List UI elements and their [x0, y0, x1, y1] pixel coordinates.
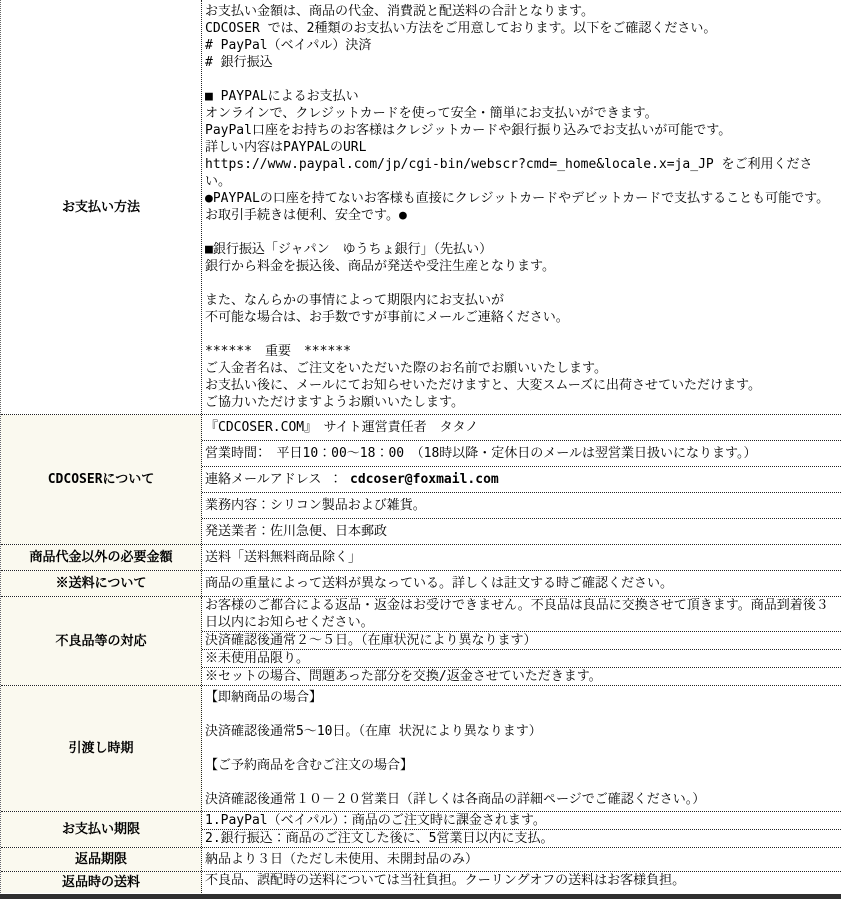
text-line: 【ご予約商品を含むご注文の場合】 [205, 758, 414, 773]
text-line [205, 71, 838, 88]
section-about-cdcoser [1, 414, 841, 544]
section-header-defective-items: 不良品等の対応 [1, 597, 202, 685]
text-line: ****** 重要 ****** [205, 344, 351, 359]
text-line: 1.PayPal（ベイパル）：商品のご注文時に課金されます。 [205, 813, 546, 828]
policy-subrow [202, 0, 841, 414]
text-segment: 連絡メールアドレス ： [205, 472, 351, 487]
text-line [205, 326, 838, 343]
policy-subrow [202, 492, 841, 518]
text-line: ■ PAYPALによるお支払い [205, 89, 359, 104]
text-line: ご協力いただけますようお願いいたします。 [205, 395, 464, 410]
section-return-deadline [1, 847, 841, 871]
text-line: PayPal口座をお持ちのお客様はクレジットカードや銀行振り込みでお支払いが可能です。 [205, 123, 732, 138]
text-line: 商品の重量によって送料が異なっている。詳しくは註文する時ご確認ください。 [205, 576, 674, 591]
text-line: ※セットの場合、問題あった部分を交換/返金させていただきます。 [205, 669, 602, 684]
text-line: また、なんらかの事情によって期限内にお支払いが [205, 293, 505, 308]
section-content-about-shipping [202, 571, 841, 596]
section-header-payment-deadline: お支払い期限 [1, 812, 202, 847]
text-line: https://www.paypal.com/jp/cgi-bin/webscr?cmd=_home&locale.x=ja_JP をご利用ください。 [205, 157, 813, 189]
policy-subrow [202, 649, 841, 667]
policy-subrow [202, 545, 841, 570]
text-line: 詳しい内容はPAYPALのURL [205, 140, 367, 155]
policy-subrow [202, 667, 841, 685]
text-line: 『CDCOSER.COM』 サイト運営責任者 タタノ [205, 420, 479, 435]
policy-subrow [202, 812, 841, 829]
text-line: 決済確認後通常１０－２０営業日（詳しくは各商品の詳細ページでご確認ください。） [205, 792, 706, 807]
section-extra-charges [1, 544, 841, 570]
text-line: ■銀行振込「ジャパン ゆうちょ銀行」（先払い） [205, 242, 493, 257]
section-return-shipping-cost [1, 871, 841, 893]
section-header-about-cdcoser: CDCOSERについて [1, 415, 202, 544]
text-line: 不可能な場合は、お手数ですが事前にメールご連絡ください。 [205, 310, 569, 325]
text-line: # 銀行振込 [205, 55, 273, 70]
text-line: 2.銀行振込：商品のご注文した後に、5営業日以内に支払。 [205, 831, 554, 846]
section-content-payment-deadline [202, 812, 841, 847]
text-line: 営業時間： 平日10：00～18：00 （18時以降・定休日のメールは翌営業日扱いになります。） [205, 446, 757, 461]
section-content-return-shipping-cost [202, 872, 841, 893]
text-line: 銀行から料金を振込後、商品が発送や受注生産となります。 [205, 259, 555, 274]
section-payment-method [1, 0, 841, 414]
section-about-shipping [1, 570, 841, 596]
section-content-about-cdcoser [202, 415, 841, 544]
policy-subrow [202, 415, 841, 440]
text-line [205, 224, 838, 241]
text-line: # PayPal（ベイパル）決済 [205, 38, 372, 53]
text-line: お支払い金額は、商品の代金、消費説と配送料の合計となります。 [205, 4, 594, 19]
text-line: ●PAYPALの口座を持てないお客様も直接にクレジットカードやデビットカードで支払することも可能です。 [205, 191, 830, 206]
policy-subrow [202, 597, 841, 631]
text-line: お客様のご都合による返品・返金はお受けできません。不良品は良品に交換させて頂きます。商品到着後３日以内にお知らせください。 [205, 598, 829, 630]
section-header-extra-charges: 商品代金以外の必要金額 [1, 545, 202, 570]
text-line: オンラインで、クレジットカードを使って安全・簡単にお支払いができます。 [205, 106, 658, 121]
text-line: 決済確認後通常２～５日。（在庫状況により異なります） [205, 633, 537, 648]
section-header-about-shipping: ※送料について [1, 571, 202, 596]
text-line [205, 275, 838, 292]
section-header-delivery-time: 引渡し時期 [1, 686, 202, 811]
section-header-return-shipping-cost: 返品時の送料 [1, 872, 202, 893]
policy-subrow [202, 518, 841, 544]
text-line: 納品より３日（ただし未使用、未開封品のみ） [205, 852, 479, 867]
text-line: 【即納商品の場合】 [205, 690, 323, 705]
text-line: 発送業者：佐川急便、日本郵政 [205, 524, 388, 539]
contact-email: cdcoser@foxmail.com [350, 472, 499, 487]
policy-subrow [202, 829, 841, 847]
text-line: ※未使用品限り。 [205, 651, 310, 666]
text-line: 決済確認後通常5～10日。（在庫 状況により異なります） [205, 724, 542, 739]
section-header-payment-method: お支払い方法 [1, 0, 202, 414]
section-delivery-time [1, 685, 841, 811]
policy-subrow [202, 631, 841, 649]
section-content-delivery-time [202, 686, 841, 811]
section-defective-items [1, 596, 841, 685]
text-line: 不良品、誤配時の送料については当社負担。クーリングオフの送料はお客様負担。 [205, 873, 686, 888]
text-line: 送料「送料無料商品除く」 [205, 550, 362, 565]
section-payment-deadline [1, 811, 841, 847]
section-content-payment-method [202, 0, 841, 414]
policy-subrow [202, 466, 841, 492]
text-line [205, 740, 838, 757]
text-line [205, 774, 838, 791]
policy-subrow [202, 686, 841, 811]
policy-subrow [202, 872, 841, 889]
section-content-defective-items [202, 597, 841, 685]
text-line: お支払い後に、メールにてお知らせいただけますと、大変スムーズに出荷させていただけます。 [205, 378, 762, 393]
text-line [205, 471, 838, 488]
text-line: 業務内容：シリコン製品および雑貨。 [205, 498, 426, 513]
footer-divider-bar [0, 894, 841, 899]
policy-subrow [202, 571, 841, 596]
text-line: CDCOSER では、2種類のお支払い方法をご用意しております。以下をご確認ください。 [205, 21, 717, 36]
section-content-extra-charges [202, 545, 841, 570]
policy-subrow [202, 440, 841, 466]
text-line: お取引手続きは便利、安全です。● [205, 208, 407, 223]
text-line [205, 706, 838, 723]
section-header-return-deadline: 返品期限 [1, 848, 202, 871]
text-line: ご入金者名は、ご注文をいただいた際のお名前でお願いいたします。 [205, 361, 607, 376]
